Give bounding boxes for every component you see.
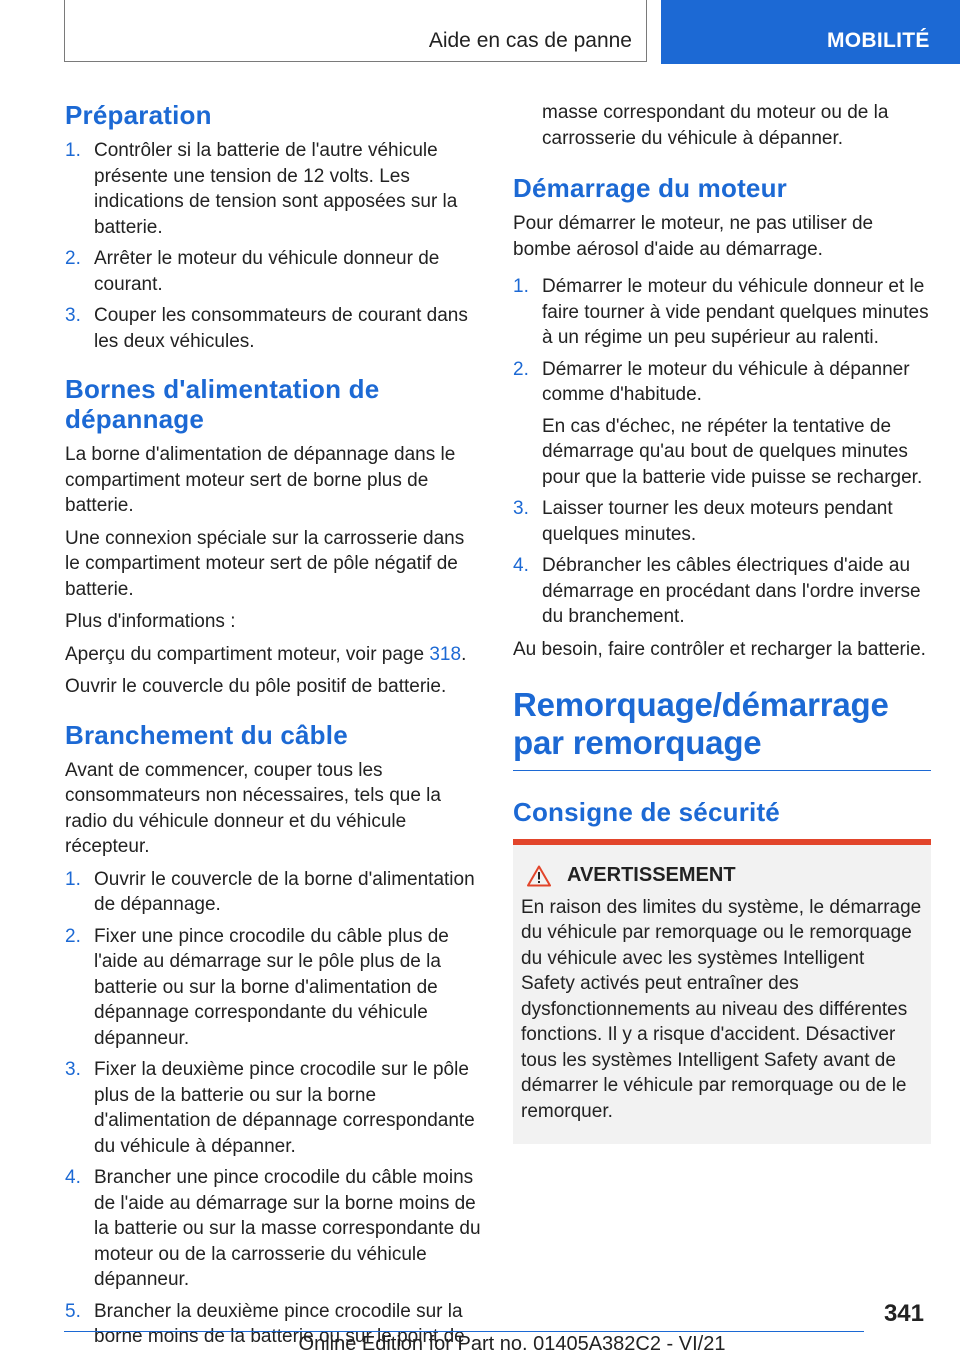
step-number: 2. <box>65 925 81 947</box>
step-number: 3. <box>65 305 81 326</box>
list-item <box>513 357 931 491</box>
warning-box <box>513 839 931 1144</box>
preparation-steps <box>65 138 483 354</box>
paragraph: Au besoin, faire contrôler et recharger la batterie. <box>513 638 926 660</box>
warning-text: En raison des limites du système, le démarrage du véhicule par remorquage ou le remorquage du véhicule avec les systèmes Intelligent Safety activés peut entraîner des dysfonctionnements au niveau des différentes fonctions. Il y a risque d'accident. Désactiver tous les systèmes Intelligent Safety avant de démarrer le véhicule par remorquage ou de le remorquer. <box>521 896 922 1122</box>
step-number: 1. <box>65 868 81 890</box>
step-number: 3. <box>65 1059 81 1080</box>
warning-header <box>521 863 923 889</box>
chapter-tab <box>661 0 960 64</box>
branchement-steps <box>65 867 483 1350</box>
step-text: Arrêter le moteur du véhicule donneur de courant. <box>94 248 440 295</box>
step-text: Fixer la deuxième pince crocodile sur le pôle plus de la batterie ou sur la borne d'alimentation de dépannage correspondante du véhicule à dépanner. <box>94 1059 475 1157</box>
page-reference <box>65 642 483 668</box>
list-item <box>513 553 931 630</box>
step-number: 3. <box>513 498 529 519</box>
paragraph: Avant de commencer, couper tous les consommateurs non nécessaires, tels que la radio du véhicule donneur et du véhicule récepteur. <box>65 759 441 857</box>
demarrage-steps <box>513 274 931 630</box>
page-number: 341 <box>883 1300 924 1327</box>
step-text: Débrancher les câbles électriques d'aide au démarrage en procédant dans l'ordre inverse du branchement. <box>542 555 921 627</box>
heading-demarrage: Démarrage du moteur <box>513 173 787 203</box>
heading-branchement: Branchement du câble <box>65 719 348 750</box>
right-column <box>513 100 931 1144</box>
reference-end: . <box>461 643 467 665</box>
list-item <box>65 246 483 297</box>
step-number: 5. <box>65 1300 81 1322</box>
list-item <box>65 924 483 1052</box>
list-item <box>513 274 931 351</box>
warning-label: AVERTISSEMENT <box>567 864 736 886</box>
paragraph: Plus d'informations : <box>65 611 236 632</box>
page-header <box>0 0 960 66</box>
step-number: 1. <box>513 276 529 297</box>
paragraph: Pour démarrer le moteur, ne pas utiliser de bombe aérosol d'aide au démarrage. <box>513 213 874 260</box>
heading-bornes: Bornes d'alimentation de dépannage <box>65 374 380 434</box>
reference-text: Aperçu du compartiment moteur, voir page <box>65 643 430 665</box>
list-item <box>65 867 483 918</box>
step-number: 4. <box>65 1167 81 1188</box>
chapter-heading-remorquage: Remorquage/démarrage par remorquage <box>513 686 931 771</box>
step-continuation: masse correspondant du moteur ou de la carrosserie du véhicule à dépanner. <box>542 102 889 149</box>
step-number: 2. <box>513 358 529 380</box>
chapter-title: MOBILITÉ <box>827 29 930 52</box>
list-item <box>65 1165 483 1293</box>
list-item <box>65 303 483 354</box>
step-text: Brancher une pince crocodile du câble moins de l'aide au démarrage sur la borne moins de la batterie ou sur la masse correspondante du moteur ou de la carrosserie du véhicule dépanneur. <box>94 1167 481 1290</box>
warning-triangle-icon <box>527 865 551 887</box>
step-text: Fixer une pince crocodile du câble plus de l'aide au démarrage sur le pôle plus de la batterie ou sur la borne d'alimentation de dépannage correspondante du véhicule dépanneur. <box>94 925 449 1049</box>
paragraph: La borne d'alimentation de dépannage dans le compartiment moteur sert de borne plus de batterie. <box>65 444 456 516</box>
step-text: Laisser tourner les deux moteurs pendant quelques minutes. <box>542 498 893 545</box>
page-link[interactable]: 318 <box>429 643 462 665</box>
step-text: Démarrer le moteur du véhicule à dépanner comme d'habitude. <box>542 358 910 405</box>
list-item <box>513 496 931 547</box>
step-text: Brancher la deuxième pince crocodile sur la borne moins de la batterie ou sur le point de <box>94 1300 465 1347</box>
step-text: Contrôler si la batterie de l'autre véhicule présente une tension de 12 volts. Les indications de tension sont apposées sur la batterie. <box>94 140 458 238</box>
step-number: 4. <box>513 555 529 576</box>
section-title: Aide en cas de panne <box>428 29 632 52</box>
footer-edition: Online Edition for Part no. 01405A382C2 - VI/21 <box>298 1333 726 1355</box>
paragraph: Une connexion spéciale sur la carrosserie dans le compartiment moteur sert de pôle négatif de batterie. <box>65 527 465 600</box>
footer-divider <box>64 1331 864 1332</box>
step-text: Ouvrir le couvercle de la borne d'alimentation de dépannage. <box>94 868 475 915</box>
step-text: Couper les consommateurs de courant dans les deux véhicules. <box>94 305 468 352</box>
paragraph: Ouvrir le couvercle du pôle positif de batterie. <box>65 676 447 697</box>
heading-consigne: Consigne de sécurité <box>513 797 780 827</box>
step-number: 1. <box>65 140 81 161</box>
list-item <box>65 138 483 240</box>
step-number: 2. <box>65 248 81 269</box>
list-item <box>65 1057 483 1159</box>
left-column <box>65 100 483 1357</box>
step-text: Démarrer le moteur du véhicule donneur et le faire tourner à vide pendant quelques minutes à un régime un peu supérieur au ralenti. <box>542 276 929 348</box>
step-note: En cas d'échec, ne répéter la tentative de démarrage qu'au bout de quelques minutes pour que la batterie vide puisse se recharger. <box>542 415 923 488</box>
section-tab <box>64 0 647 62</box>
heading-preparation: Préparation <box>65 100 212 130</box>
